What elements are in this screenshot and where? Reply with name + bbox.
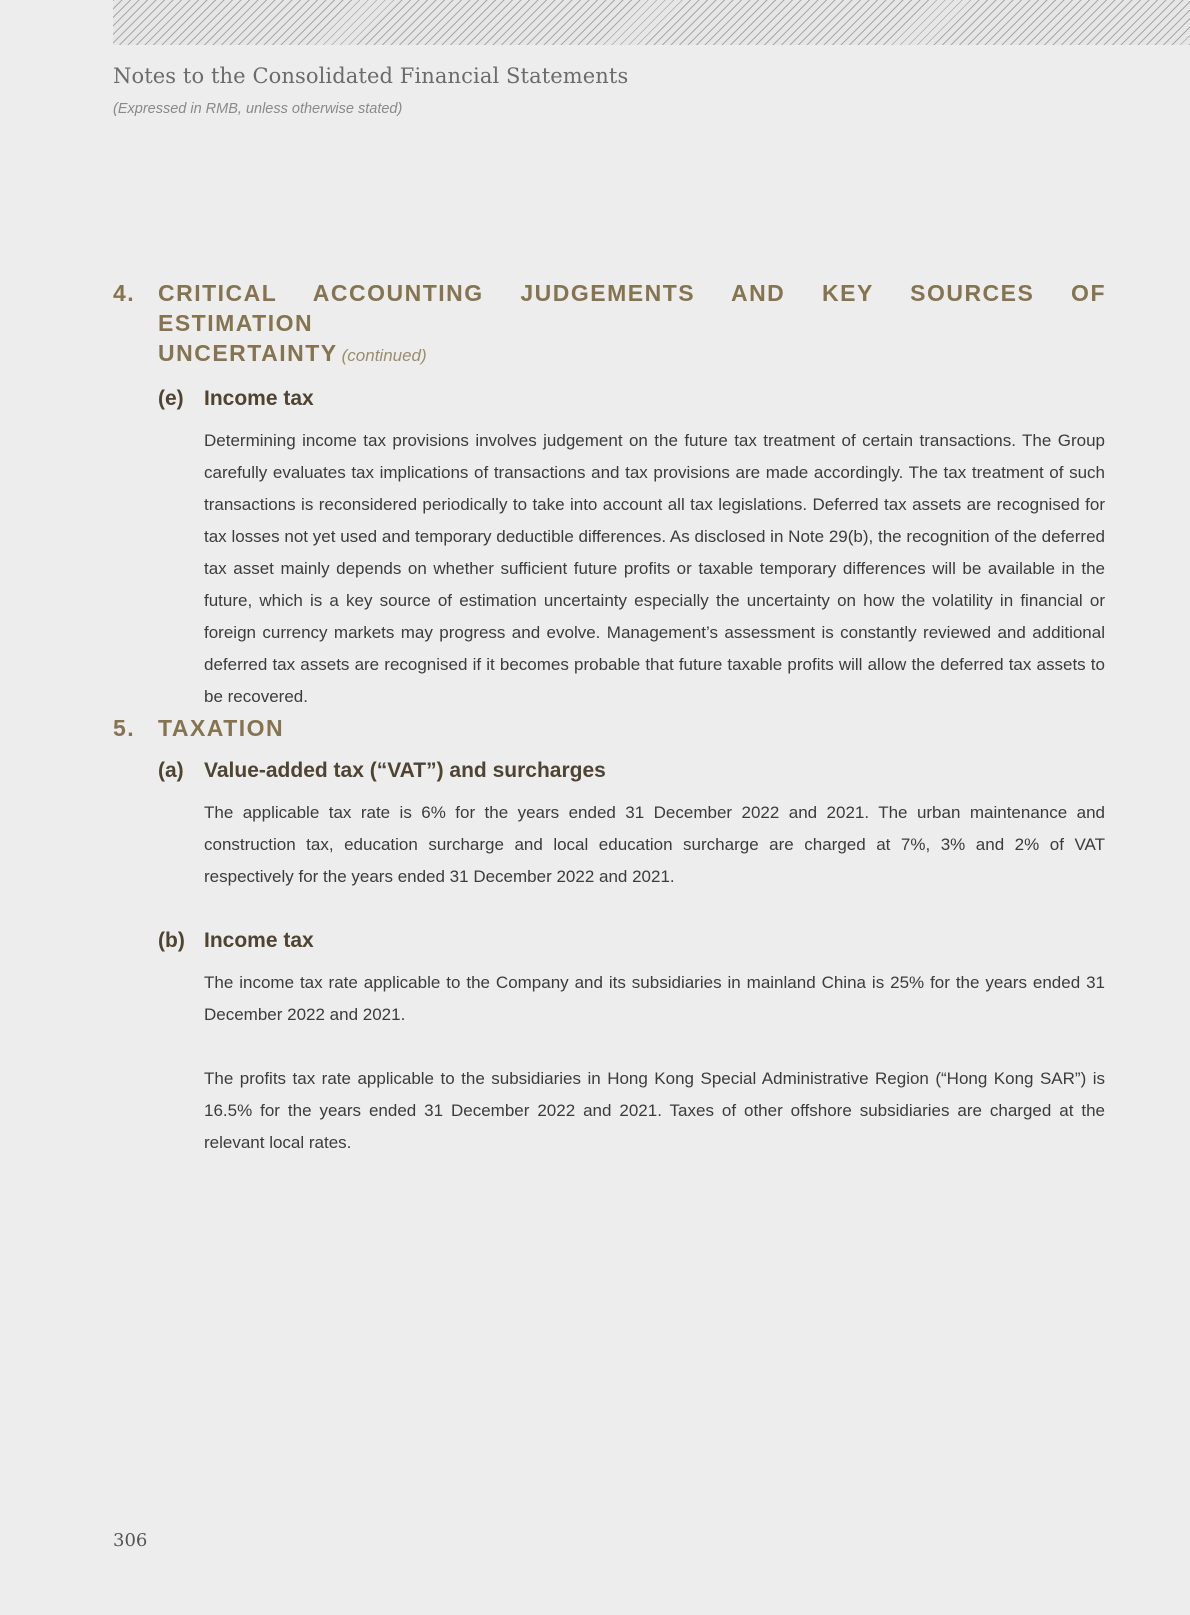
paragraph: Determining income tax provisions involves judgement on the future tax treatment of certain transactions. The Group carefully evaluates tax implications of transactions and tax provisions are made accordingly. The tax treatment of such transactions is reconsidered periodically to take into account all tax legislations. Deferred tax assets are recognised for tax losses not yet used and temporary deductible differences. As disclosed in Note 29(b), the recognition of the deferred tax asset mainly depends on whether sufficient future profits or taxable temporary differences will be available in the future, which is a key source of estimation uncertainty especially the uncertainty on how the volatility in financial or foreign currency markets may progress and evolve. Management’s assessment is constantly reviewed and additional deferred tax assets are recognised if it becomes probable that future taxable profits will allow the deferred tax assets to be recovered. bbox=[204, 431, 1105, 706]
section-5 bbox=[113, 713, 1106, 1159]
section-5-heading bbox=[113, 713, 1106, 743]
paragraph: The applicable tax rate is 6% for the years ended 31 December 2022 and 2021. The urban maintenance and construction tax, education surcharge and local education surcharge are charged at 7%, 3% and 2% of VAT respectively for the years ended 31 December 2022 and 2021. bbox=[204, 803, 1105, 886]
running-header-title: Notes to the Consolidated Financial Statements bbox=[113, 64, 629, 88]
subsection-number: (a) bbox=[158, 759, 184, 782]
subsection-e-heading bbox=[158, 385, 1106, 413]
paragraph: The income tax rate applicable to the Company and its subsidiaries in mainland China is 25% for the years ended 31 December 2022 and 2021. bbox=[204, 973, 1105, 1024]
section-number: 4. bbox=[113, 280, 136, 306]
subsection-a-heading bbox=[158, 757, 1106, 785]
continued-label: (continued) bbox=[341, 346, 427, 365]
section-title-line1: CRITICAL ACCOUNTING JUDGEMENTS AND KEY SOURCES OF ESTIMATION bbox=[158, 280, 1106, 336]
page-number: 306 bbox=[113, 1530, 148, 1551]
section-title bbox=[158, 278, 1106, 371]
section-4-heading bbox=[113, 278, 1106, 371]
subsection-title: Value-added tax (“VAT”) and surcharges bbox=[204, 759, 606, 782]
subsection-number: (b) bbox=[158, 929, 185, 952]
section-number: 5. bbox=[113, 715, 136, 741]
paragraph: The profits tax rate applicable to the subsidiaries in Hong Kong Special Administrative Region (“Hong Kong SAR”) is 16.5% for the years ended 31 December 2022 and 2021. Taxes of other offshore subsidiaries are charged at the relevant local rates. bbox=[204, 1069, 1105, 1152]
subsection-b-heading bbox=[158, 927, 1106, 955]
decorative-hatch-band bbox=[113, 0, 1190, 45]
section-title-line2: UNCERTAINTY bbox=[158, 340, 338, 366]
subsection-number: (e) bbox=[158, 387, 184, 410]
subsection-title: Income tax bbox=[204, 929, 314, 952]
section-4 bbox=[113, 278, 1106, 713]
subsection-title: Income tax bbox=[204, 387, 314, 410]
section-title: TAXATION bbox=[158, 715, 285, 741]
running-header-subtitle: (Expressed in RMB, unless otherwise stated) bbox=[113, 101, 403, 117]
